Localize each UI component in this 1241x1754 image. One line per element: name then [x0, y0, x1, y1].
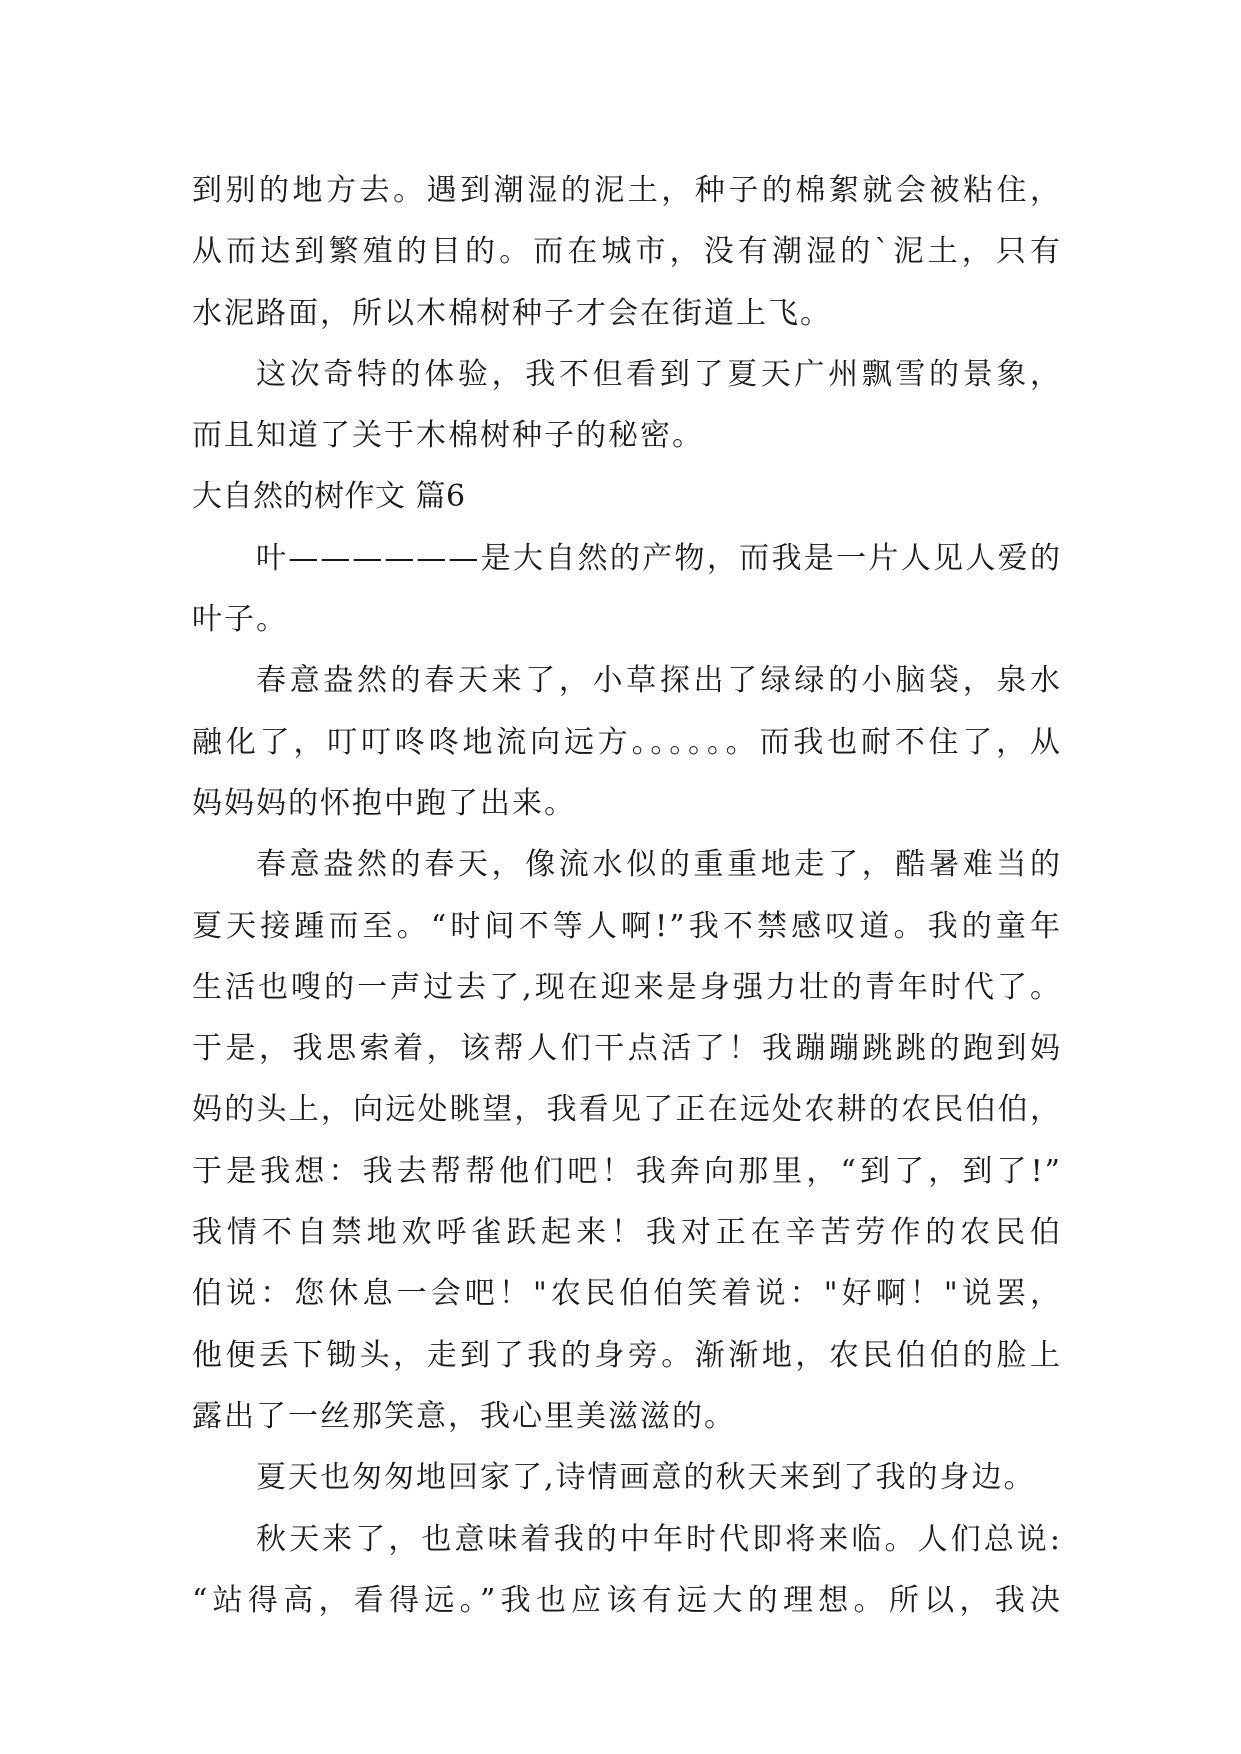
text-line: 水泥路面，所以木棉树种子才会在街道上飞。 [192, 295, 832, 331]
text-line: 妈的头上，向远处眺望，我看见了正在远处农耕的农民伯伯， [192, 1092, 1062, 1128]
text-line: 我情不自禁地欢呼雀跃起来！我对正在辛苦劳作的农民伯 [192, 1215, 1062, 1251]
document-body [192, 160, 1062, 1631]
text-line: 妈妈妈的怀抱中跑了出来。 [192, 785, 576, 821]
text-line: 夏天接踵而至。“时间不等人啊!”我不禁感叹道。我的童年 [192, 908, 1062, 944]
section-heading: 大自然的树作文 篇6 [192, 479, 466, 515]
text-line: 从而达到繁殖的目的。而在城市，没有潮湿的`泥土，只有 [192, 234, 1062, 270]
text-line: 秋天来了，也意味着我的中年时代即将来临。人们总说: [256, 1521, 1062, 1557]
text-line: 伯说：您休息一会吧！"农民伯伯笑着说："好啊！"说罢， [192, 1276, 1062, 1312]
text-line: 他便丢下锄头，走到了我的身旁。渐渐地，农民伯伯的脸上 [192, 1337, 1062, 1373]
text-line: 生活也嗖的一声过去了,现在迎来是身强力壮的青年时代了。 [192, 969, 1062, 1005]
text-line: 于是我想：我去帮帮他们吧！我奔向那里，“到了，到了!” [192, 1153, 1062, 1189]
text-line: 春意盎然的春天，像流水似的重重地走了，酷暑难当的 [256, 847, 1062, 883]
text-line: 融化了，叮叮咚咚地流向远方。。。。。。而我也耐不住了，从 [192, 724, 1062, 760]
text-line: 叶——————是大自然的产物，而我是一片人见人爱的 [256, 540, 1062, 576]
text-line: 春意盎然的春天来了，小草探出了绿绿的小脑袋，泉水 [256, 663, 1062, 699]
text-line: “站得高，看得远。”我也应该有远大的理想。所以，我决 [192, 1582, 1062, 1618]
text-line: 这次奇特的体验，我不但看到了夏天广州飘雪的景象， [256, 356, 1062, 392]
text-line: 到别的地方去。遇到潮湿的泥土，种子的棉絮就会被粘住， [192, 173, 1062, 208]
text-line: 而且知道了关于木棉树种子的秘密。 [192, 418, 704, 454]
text-line: 叶子。 [192, 602, 288, 638]
text-line: 夏天也匆匆地回家了,诗情画意的秋天来到了我的身边。 [256, 1460, 1036, 1496]
text-line: 于是，我思索着，该帮人们干点活了！我蹦蹦跳跳的跑到妈 [192, 1031, 1062, 1067]
text-line: 露出了一丝那笑意，我心里美滋滋的。 [192, 1398, 736, 1434]
